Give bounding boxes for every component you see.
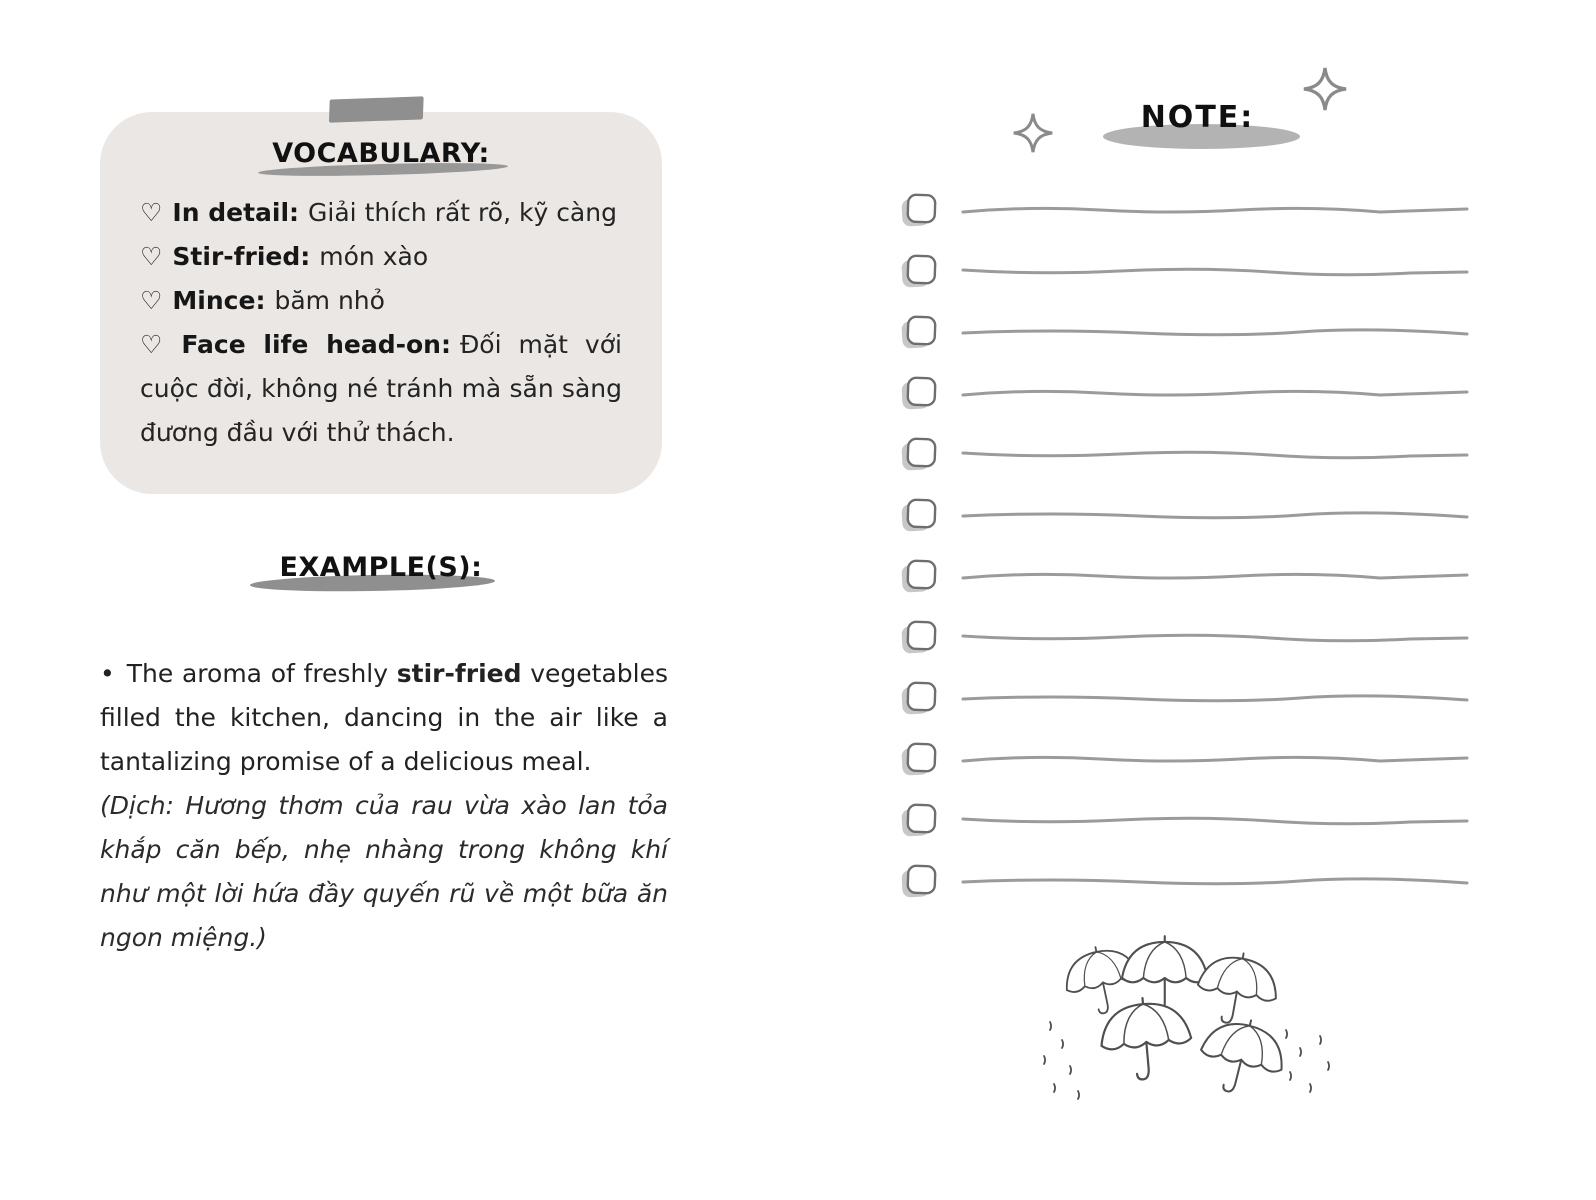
note-line <box>960 570 1470 584</box>
checkbox-icon <box>896 615 942 661</box>
note-row <box>896 493 1470 539</box>
checkbox-icon <box>896 554 942 600</box>
examples-header <box>100 552 662 583</box>
note-line <box>960 692 1470 706</box>
checkbox-icon <box>896 493 942 539</box>
vocabulary-header <box>140 138 622 169</box>
note-line <box>960 387 1470 401</box>
note-line <box>960 814 1470 828</box>
vocab-term: Stir-fried: <box>172 242 311 271</box>
note-line <box>960 509 1470 523</box>
checkbox-icon <box>896 432 942 478</box>
note-row <box>896 432 1470 478</box>
note-row <box>896 310 1470 356</box>
example-text-bold: stir-fried <box>396 659 522 688</box>
checkbox-icon <box>896 676 942 722</box>
vocab-definition: băm nhỏ <box>274 286 385 315</box>
bullet-dot: • <box>100 659 115 688</box>
vocab-definition: Đối mặt với cuộc đời, không né tránh mà sẵn sàng đương đầu với thử thách. <box>140 330 622 447</box>
checkbox-icon <box>896 310 942 356</box>
checkbox-icon <box>896 859 942 905</box>
example-translation: (Dịch: Hương thơm của rau vừa xào lan tỏa khắp căn bếp, nhẹ nhàng trong không khí như một lời hứa đầy quyến rũ về một bữa ăn ngon miệng.) <box>100 791 668 952</box>
heart-bullet-icon: ♡ <box>140 330 172 359</box>
checkbox-icon <box>896 798 942 844</box>
examples-section <box>100 652 668 960</box>
umbrellas-doodle-icon <box>1038 926 1338 1116</box>
vocab-definition: món xào <box>319 242 429 271</box>
examples-title: EXAMPLE(S): <box>279 552 483 583</box>
tape-icon <box>329 96 424 122</box>
checkbox-icon <box>896 249 942 295</box>
vocabulary-card <box>100 112 662 494</box>
vocab-item <box>140 235 622 279</box>
vocabulary-title: VOCABULARY: <box>272 138 490 169</box>
note-row <box>896 188 1470 234</box>
heart-bullet-icon: ♡ <box>140 242 163 271</box>
vocabulary-list <box>140 191 622 455</box>
note-row <box>896 798 1470 844</box>
vocab-definition: Giải thích rất rõ, kỹ càng <box>308 198 617 227</box>
vocab-item <box>140 191 622 235</box>
note-row <box>896 676 1470 722</box>
note-line <box>960 753 1470 767</box>
vocab-item <box>140 279 622 323</box>
vocab-term: Face life head-on: <box>181 330 451 359</box>
note-line <box>960 875 1470 889</box>
heart-bullet-icon: ♡ <box>140 286 163 315</box>
note-line <box>960 448 1470 462</box>
note-row <box>896 615 1470 661</box>
note-line <box>960 631 1470 645</box>
note-lines <box>896 188 1470 920</box>
vocab-term: Mince: <box>172 286 266 315</box>
sparkle-icon <box>1012 112 1054 154</box>
note-line <box>960 204 1470 218</box>
note-row <box>896 737 1470 783</box>
checkbox-icon <box>896 371 942 417</box>
checkbox-icon <box>896 737 942 783</box>
heart-bullet-icon: ♡ <box>140 198 163 227</box>
note-row <box>896 249 1470 295</box>
note-row <box>896 859 1470 905</box>
checkbox-icon <box>896 188 942 234</box>
note-title: NOTE: <box>1140 100 1255 135</box>
sparkle-icon <box>1302 66 1348 112</box>
example-text-pre: The aroma of freshly <box>126 659 397 688</box>
note-row <box>896 554 1470 600</box>
note-header <box>1105 100 1290 135</box>
note-line <box>960 326 1470 340</box>
vocab-item <box>140 323 622 455</box>
example-text-post: vegetables filled the kitchen, dancing in the air like a tantalizing promise of a delicious meal. <box>100 659 669 776</box>
note-row <box>896 371 1470 417</box>
note-line <box>960 265 1470 279</box>
example-sentence <box>100 652 668 784</box>
vocab-term: In detail: <box>172 198 300 227</box>
